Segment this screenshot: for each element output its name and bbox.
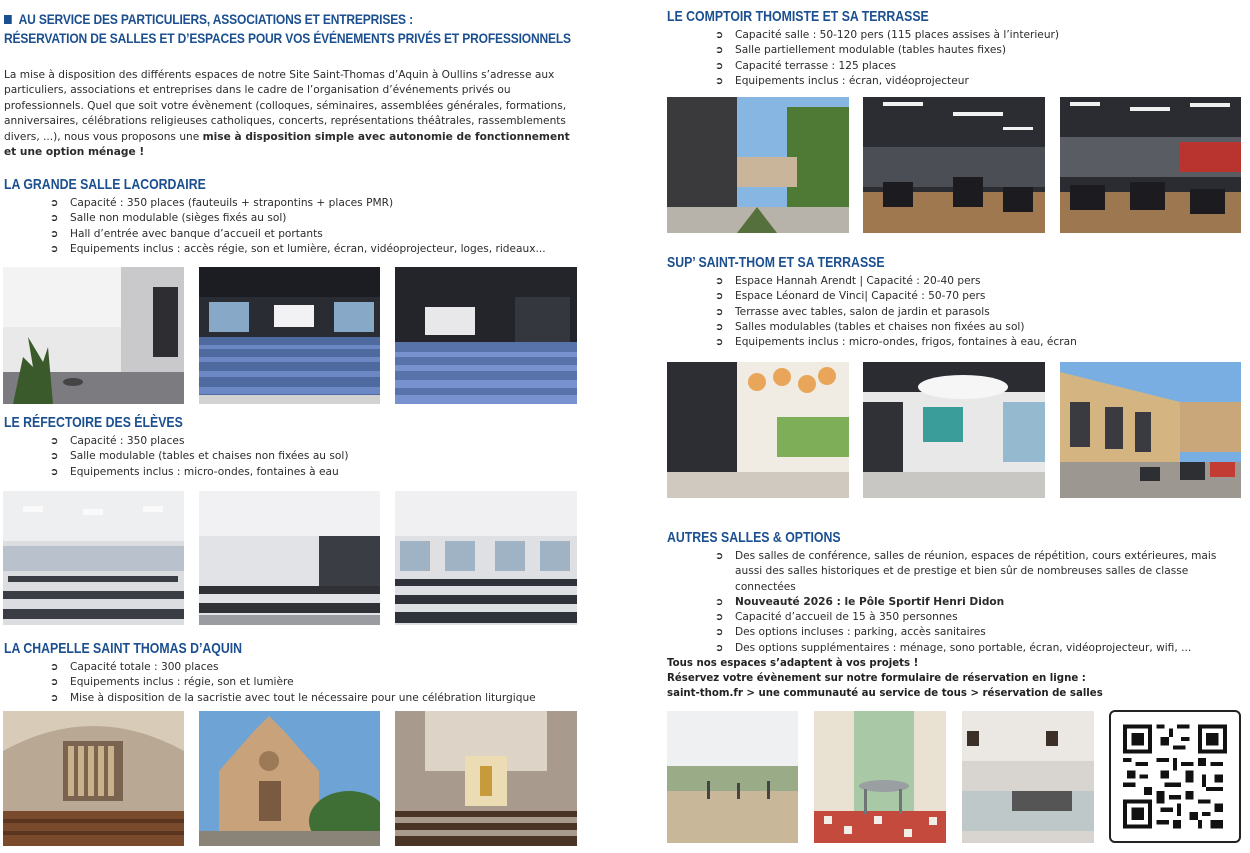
list-item: ➲ Hall d’entrée avec banque d’accueil et portants: [50, 227, 546, 242]
photo-sup-terrasse: [1060, 362, 1241, 498]
list-item: ➲ Terrasse avec tables, salon de jardin et parasols: [715, 305, 1077, 320]
lacordaire-list: [50, 196, 546, 257]
page-header-line2: RÉSERVATION DE SALLES ET D’ESPACES POUR VOS ÉVÉNEMENTS PRIVÉS ET PROFESSIONNELS: [4, 30, 571, 46]
photo-refectoire-1: [3, 491, 184, 625]
section-title-refectoire: LE RÉFECTOIRE DES ÉLÈVES: [4, 414, 183, 431]
intro-text: La mise à disposition des différents espaces de notre Site Saint-Thomas d’Aquin à Oullins s’adresse aux particuliers, associations et entreprises dans le cadre de l’organisation d’événements privés ou professionnels. Quel que soit votre évènement (colloques, séminaires, assemblées générales, formations, anniversaires, célébrations religieuses catholiques, concerts, représentations théâtrales, rassemblements divers, ...), nous vous proposons une: [4, 69, 567, 143]
list-item: ➲ Equipements inclus : écran, vidéoprojecteur: [715, 74, 1059, 89]
list-item: ➲ Espace Hannah Arendt | Capacité : 20-40 pers: [715, 274, 1077, 289]
page-header-line1: [4, 10, 571, 29]
cta-block: [667, 656, 1103, 701]
photo-pole-sportif: [667, 711, 798, 843]
list-item: ➲ Salle non modulable (sièges fixés au sol): [50, 211, 546, 226]
photo-lacordaire-stage: [395, 267, 577, 404]
section-title-sup: SUP’ SAINT-THOM ET SA TERRASSE: [667, 254, 885, 271]
list-item: ➲ Equipements inclus : accès régie, son et lumière, écran, vidéoprojecteur, loges, rideaux...: [50, 242, 546, 257]
list-item: ➲ Capacité totale : 300 places: [50, 660, 536, 675]
section-title-chapelle: LA CHAPELLE SAINT THOMAS D’AQUIN: [4, 640, 243, 657]
list-item: ➲ Capacité : 350 places: [50, 434, 348, 449]
list-item: ➲ Capacité d’accueil de 15 à 350 personnes: [715, 610, 1227, 625]
intro-bold: mise à disposition simple avec autonomie de fonctionnement et une option ménage !: [4, 130, 570, 159]
cta-line-1: Tous nos espaces s’adaptent à vos projets !: [667, 658, 919, 669]
photo-chapelle-nave: [395, 711, 577, 846]
qr-code-icon: [1123, 724, 1227, 829]
section-title-autres: AUTRES SALLES & OPTIONS: [667, 529, 841, 546]
photo-salle-verte: [814, 711, 946, 843]
intro-paragraph: [4, 68, 584, 160]
cta-link[interactable]: saint-thom.fr > une communauté au service de tous > réservation de salles: [667, 688, 1103, 699]
list-item: ➲ Salle modulable (tables et chaises non fixées au sol): [50, 449, 348, 464]
photo-chapelle-organ: [3, 711, 184, 846]
photo-comptoir-terrasse: [667, 97, 849, 233]
list-item: ➲ Salles modulables (tables et chaises non fixées au sol): [715, 320, 1077, 335]
list-item: ➲ Capacité terrasse : 125 places: [715, 59, 1059, 74]
list-item: [715, 549, 1227, 595]
list-item: ➲ Capacité salle : 50-120 pers (115 places assises à l’interieur): [715, 28, 1059, 43]
refectoire-list: [50, 434, 348, 480]
list-item: [715, 595, 1227, 610]
photo-refectoire-2: [199, 491, 380, 625]
section-title-lacordaire: LA GRANDE SALLE LACORDAIRE: [4, 176, 206, 193]
photo-comptoir-salle-2: [1060, 97, 1241, 233]
photo-lacordaire-hall: [3, 267, 184, 404]
qr-code[interactable]: [1109, 710, 1241, 843]
list-item: ➲ Mise à disposition de la sacristie avec tout le nécessaire pour une célébration liturgique: [50, 691, 536, 706]
photo-lacordaire-room: [199, 267, 380, 404]
list-item: ➲ Equipements inclus : régie, son et lumière: [50, 675, 536, 690]
list-item: ➲ Des options incluses : parking, accès sanitaires: [715, 625, 1227, 640]
photo-salle-prestige: [962, 711, 1094, 843]
section-title-comptoir: LE COMPTOIR THOMISTE ET SA TERRASSE: [667, 8, 929, 25]
cta-line-2: Réservez votre évènement sur notre formulaire de réservation en ligne :: [667, 673, 1086, 684]
square-bullet-icon: [4, 15, 12, 24]
list-item: ➲ Salle partiellement modulable (tables hautes fixes): [715, 43, 1059, 58]
header-text-1: AU SERVICE DES PARTICULIERS, ASSOCIATIONS ET ENTREPRISES :: [18, 11, 413, 27]
chapelle-list: [50, 660, 536, 706]
list-item: ➲ Capacité : 350 places (fauteuils + strapontins + places PMR): [50, 196, 546, 211]
autres-list: [715, 549, 1227, 656]
photo-chapelle-exterior: [199, 711, 380, 846]
list-item: ➲ Equipements inclus : micro-ondes, frigos, fontaines à eau, écran: [715, 335, 1077, 350]
sup-list: [715, 274, 1077, 350]
autres-item-1: Des salles de conférence, salles de réunion, espaces de répétition, cours extérieures, mais aussi des salles historiques et de prestige et bien sûr de nombreuses salles de classe connectées: [735, 550, 1217, 593]
comptoir-list: [715, 28, 1059, 89]
autres-item-2: Nouveauté 2026 : le Pôle Sportif Henri Didon: [735, 595, 1005, 608]
photo-refectoire-3: [395, 491, 577, 625]
list-item: ➲ Des options supplémentaires : ménage, sono portable, écran, vidéoprojecteur, wifi, ...: [715, 641, 1227, 656]
list-item: ➲ Equipements inclus : micro-ondes, fontaines à eau: [50, 465, 348, 480]
photo-sup-2: [863, 362, 1045, 498]
photo-comptoir-salle-1: [863, 97, 1045, 233]
photo-sup-1: [667, 362, 849, 498]
list-item: ➲ Espace Léonard de Vinci| Capacité : 50-70 pers: [715, 289, 1077, 304]
